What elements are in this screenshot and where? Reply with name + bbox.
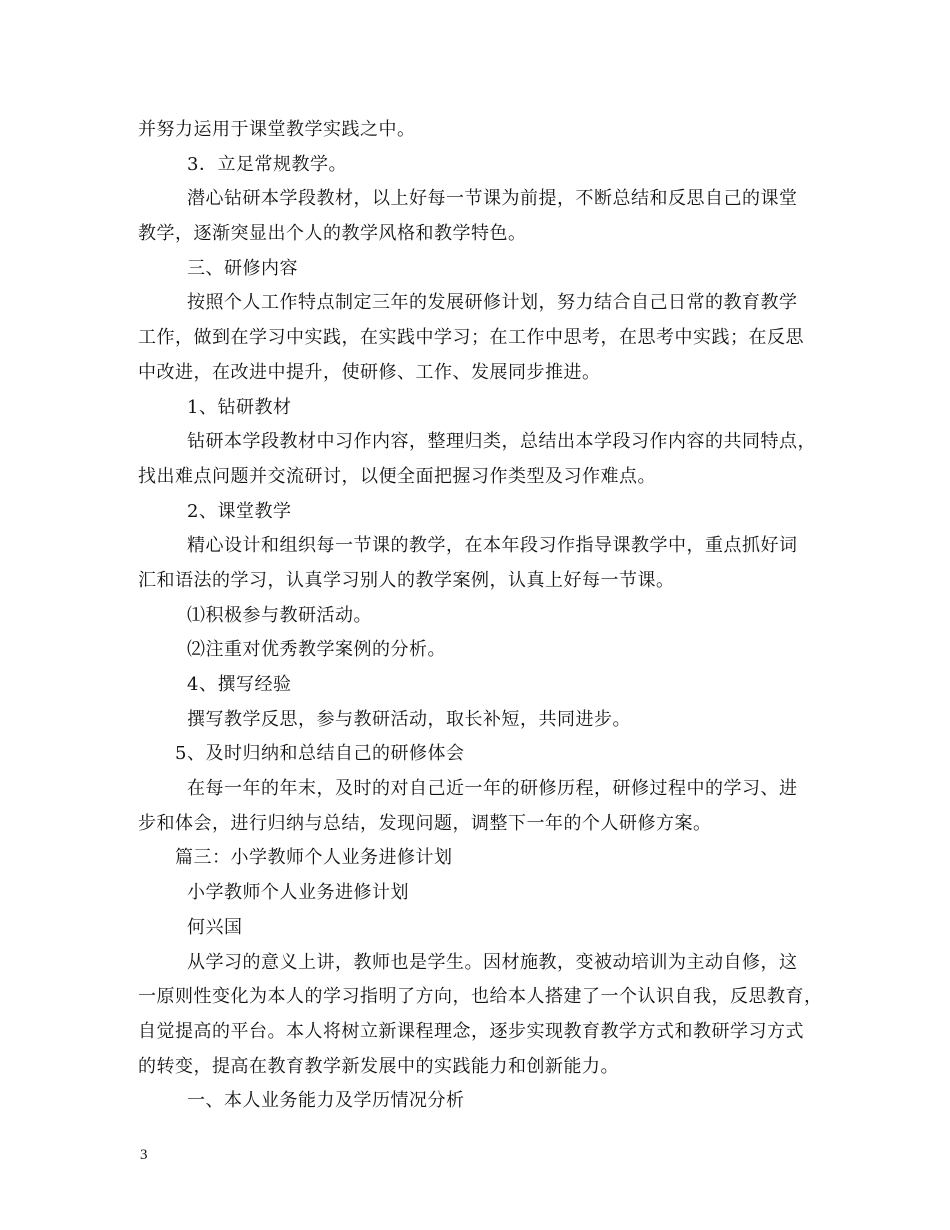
text-line: 步和体会，进行归纳与总结，发现问题，调整下一年的个人研修方案。	[138, 813, 712, 834]
text-line: 教学，逐渐突显出个人的教学风格和教学特色。	[138, 223, 527, 244]
page-number: 3	[140, 1147, 148, 1163]
author-name: 何兴国	[187, 917, 243, 938]
list-item: ⑴积极参与教研活动。	[187, 605, 372, 626]
text-line: 按照个人工作特点制定三年的发展研修计划，努力结合自己日常的教育教学	[187, 292, 798, 313]
text-line: 钻研本学段教材中习作内容，整理归类，总结出本学段习作内容的共同特点，	[187, 431, 816, 452]
text-line: 一原则性变化为本人的学习指明了方向，也给本人搭建了一个认识自我，反思教育，	[138, 986, 823, 1007]
section-heading: 3．立足常规教学。	[187, 154, 347, 175]
text-line: 找出难点问题并交流研讨，以便全面把握习作类型及习作难点。	[138, 466, 656, 487]
text-line: 中改进，在改进中提升，使研修、工作、发展同步推进。	[138, 362, 601, 383]
section-heading: 三、研修内容	[187, 258, 298, 279]
list-item: ⑵注重对优秀教学案例的分析。	[187, 639, 446, 660]
text-line: 潜心钻研本学段教材，以上好每一节课为前提，不断总结和反思自己的课堂	[187, 188, 798, 209]
section-heading: 4、撰写经验	[187, 674, 292, 695]
text-line: 工作，做到在学习中实践，在实践中学习；在工作中思考，在思考中实践；在反思	[138, 327, 804, 348]
document-title: 小学教师个人业务进修计划	[187, 882, 409, 903]
text-line: 汇和语法的学习，认真学习别人的教学案例，认真上好每一节课。	[138, 570, 675, 591]
text-line: 精心设计和组织每一节课的教学，在本年段习作指导课教学中，重点抓好词	[187, 535, 798, 556]
section-heading: 一、本人业务能力及学历情况分析	[187, 1090, 465, 1111]
text-line: 并努力运用于课堂教学实践之中。	[138, 119, 416, 140]
section-heading: 5、及时归纳和总结自己的研修体会	[175, 743, 465, 764]
section-heading: 2、课堂教学	[187, 501, 292, 522]
text-line: 在每一年的年末，及时的对自己近一年的研修历程，研修过程中的学习、进	[187, 778, 798, 799]
section-heading: 1、钻研教材	[187, 397, 292, 418]
text-line: 从学习的意义上讲，教师也是学生。因材施教，变被动培训为主动自修，这	[187, 952, 798, 973]
text-line: 的转变，提高在教育教学新发展中的实践能力和创新能力。	[138, 1056, 619, 1077]
text-line: 撰写教学反思，参与教研活动，取长补短，共同进步。	[187, 709, 631, 730]
text-line: 自觉提高的平台。本人将树立新课程理念，逐步实现教育教学方式和教研学习方式	[138, 1021, 804, 1042]
chapter-heading: 篇三：小学教师个人业务进修计划	[175, 847, 453, 868]
